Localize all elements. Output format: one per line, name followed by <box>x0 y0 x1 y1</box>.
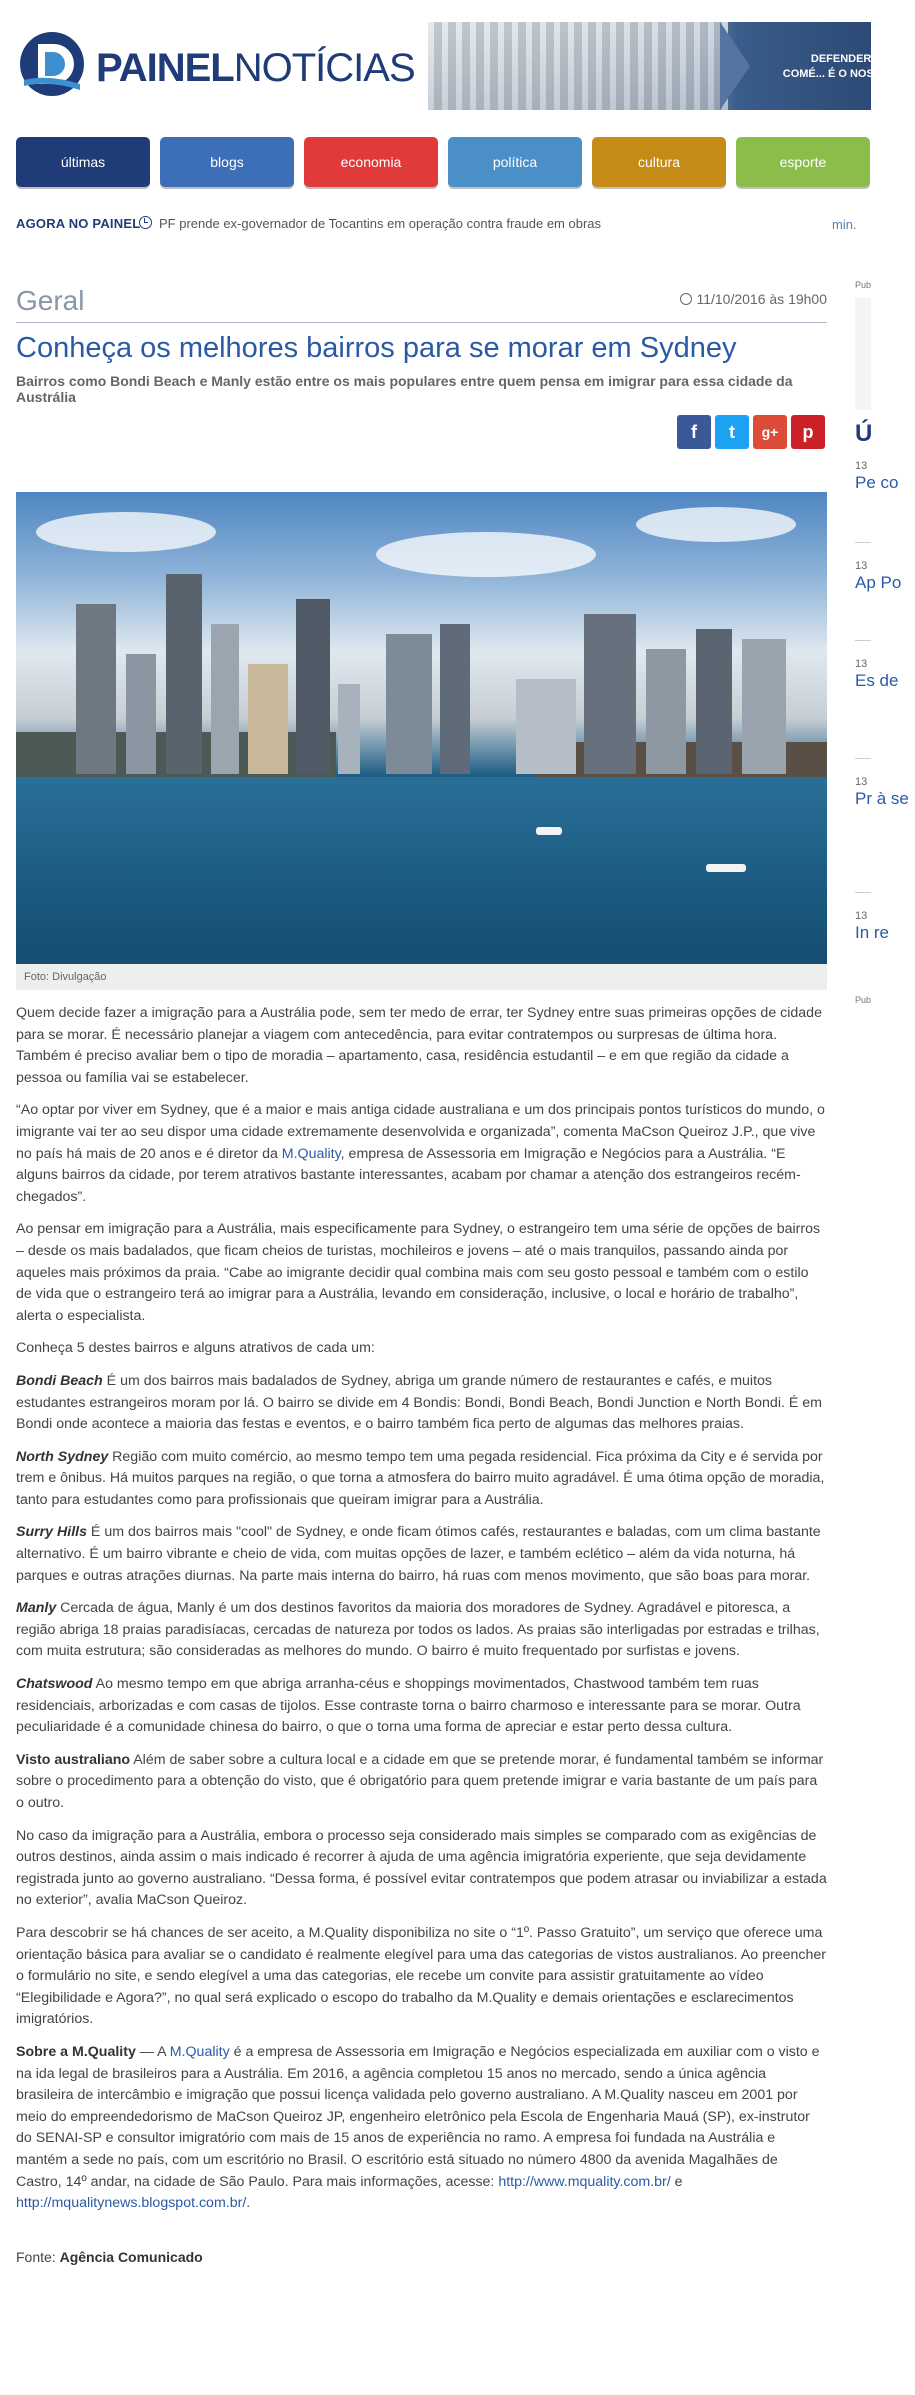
sidebar-news-item[interactable] <box>855 460 915 494</box>
right-sidebar <box>855 280 909 2020</box>
neighborhood-name: Manly <box>16 1600 57 1617</box>
ticker-time-line1: min. <box>832 217 857 232</box>
mquality-blog-link[interactable]: http://mqualitynews.blogspot.com.br/ <box>16 2195 247 2212</box>
nav-cultura[interactable]: cultura <box>592 137 726 187</box>
sidebar-news-item[interactable] <box>855 776 915 810</box>
neighborhood-name: North Sydney <box>16 1448 109 1465</box>
building <box>516 679 576 774</box>
source-label: Fonte: <box>16 2248 60 2265</box>
logo-bold: PAINEL <box>96 46 234 90</box>
neighborhood-paragraph <box>16 1447 827 1512</box>
nav-politica[interactable]: política <box>448 137 582 187</box>
article-meta-row <box>16 285 827 323</box>
sidebar-item-date: 13 <box>855 658 868 670</box>
sidebar-item-date: 13 <box>855 910 868 922</box>
building <box>742 639 786 774</box>
paragraph-text: É um dos bairros mais badalados de Sydney, abriga um grande número de restaurantes e cafés, e muitos estudantes estrangeiros moram por lá. O bairro se divide em 4 Bondis: Bondi, Bondi Beach, Bondi Junction e North Bondi. É em Bondi onde acontece a maioria das festas e eventos, e o bairro também fica perto de algumas das melhores praias. <box>16 1372 822 1433</box>
building <box>386 634 432 774</box>
section-lead: Visto australiano <box>16 1751 131 1768</box>
banner-text: DEFENDER O COMÉ... É O NOS... <box>782 53 883 80</box>
paragraph-text: Região com muito comércio, ao mesmo tempo tem uma pegada residencial. Fica próxima da City e é servida por trem e ônibus. Há muitos parques na região, o que torna a atmosfera do bairro muito agradável. É uma ótima opção de moradia, tanto para estudantes como para profissionais que queiram imigrar para a Austrália. <box>16 1448 825 1508</box>
sidebar-item-title: Pr à se <box>855 789 909 808</box>
sidebar-ad-label: Pub <box>855 280 872 290</box>
site-header <box>0 0 883 130</box>
sidebar-divider <box>855 640 871 641</box>
article-date <box>680 291 827 307</box>
twitter-icon: t <box>729 421 735 442</box>
sidebar-item-date: 13 <box>855 460 868 472</box>
article-photo <box>16 492 827 964</box>
nav-ultimas[interactable]: últimas <box>16 137 150 187</box>
article <box>16 285 827 2265</box>
header-banner-ad[interactable] <box>428 22 883 110</box>
building <box>166 574 202 774</box>
building <box>126 654 156 774</box>
neighborhood-paragraph <box>16 1371 827 1436</box>
neighborhood-paragraph <box>16 1674 827 1739</box>
section-lead: Sobre a M.Quality <box>16 2043 136 2060</box>
neighborhood-name: Surry Hills <box>16 1524 87 1541</box>
ticker-label: AGORA NO PAINEL <box>16 216 141 231</box>
building <box>696 629 732 774</box>
mquality-site-link[interactable]: http://www.mquality.com.br/ <box>498 2173 671 2190</box>
paragraph-text: Cercada de água, Manly é um dos destinos favoritos da maioria dos moradores de Sydney. Agradável e pitoresca, a região abriga 18 praias paradisíacas, cercadas de natureza por todos os lados. As praias são interligadas por estradas e trilhas, com muita estrutura; são consideradas as melhores do mundo. O bairro é muito frequentado por surfistas e jovens. <box>16 1600 820 1660</box>
banner-city-image <box>428 22 728 110</box>
building <box>248 664 288 774</box>
sidebar-news-item[interactable] <box>855 560 915 594</box>
ticker-headline[interactable]: PF prende ex-governador de Tocantins em operação contra fraude em obras <box>159 216 602 231</box>
paragraph-text: e <box>670 2173 683 2190</box>
main-nav <box>16 137 871 187</box>
sidebar-divider <box>855 758 871 759</box>
building <box>440 624 470 774</box>
paragraph <box>16 1100 827 1208</box>
paragraph-text: Além de saber sobre a cultura local e a cidade em que se pretende morar, é fundamental também se informar sobre o procedimento para a obtenção do visto, que é obrigatório para quem pretende imigrar e varia bastante de um país para o outro. <box>16 1751 824 1811</box>
building <box>646 649 686 774</box>
paragraph-text: , empresa de Assessoria em Imigração e Negócios para a Austrália. “E alguns bairros da cidade, por terem atrativos bastante interessantes, acabam por chamar a atenção dos estrangeiros recém-chegados”. <box>16 1145 801 1205</box>
sidebar-heading: Ú <box>855 420 873 447</box>
paragraph: Conheça 5 destes bairros e alguns atrativos de cada um: <box>16 1340 375 1357</box>
sidebar-item-title: Pe co <box>855 473 899 492</box>
building <box>76 604 116 774</box>
logo-wordmark <box>96 46 415 91</box>
cloud-shape <box>36 512 216 552</box>
news-ticker <box>16 214 871 234</box>
article-date-text: 11/10/2016 às 19h00 <box>696 291 827 307</box>
sidebar-news-item[interactable] <box>855 658 915 692</box>
sidebar-divider <box>855 542 871 543</box>
sidebar-divider <box>855 892 871 893</box>
mquality-link[interactable]: M.Quality <box>281 1145 341 1162</box>
clock-icon <box>139 216 152 229</box>
source-name: Agência Comunicado <box>59 2248 203 2265</box>
twitter-share-button[interactable] <box>715 415 749 449</box>
building <box>584 614 636 774</box>
neighborhood-paragraph <box>16 1598 827 1663</box>
paragraph-text: — A <box>135 2043 170 2060</box>
paragraph-text: é a empresa de Assessoria em Imigração e Negócios especializada em auxiliar com o visto e na ida legal de brasileiros para a Austrália. Em 2016, a agência completou 15 anos no mercado, sendo a única agência brasileira de intercâmbio e imigração que possui licença validada pelo governo australiano. A M.Quality nasceu em 2001 por meio do empreendedorismo de MaCson Queiroz JP, engenheiro eletrônico pela Escola de Engenharia Mauá (SP), ex-instrutor do SENAI-SP e consultor imigratório com mais de 15 anos de experiência no ramo. A empresa foi fundada na Austrália e mantém a sede no país, com um escritório no Brasil. O escritório está situado no número 4800 da avenida Magalhães de Castro, 14º andar, na cidade de São Paulo. Para mais informações, acesse: <box>16 2043 820 2190</box>
logo-light: NOTÍCIAS <box>233 46 415 90</box>
nav-esporte[interactable]: esporte <box>736 137 870 187</box>
article-source <box>16 2249 827 2265</box>
ferry-shape <box>706 864 746 872</box>
site-logo[interactable] <box>18 28 418 98</box>
sidebar-item-title: In re <box>855 923 890 942</box>
mquality-link[interactable]: M.Quality <box>169 2043 230 2060</box>
logo-mark-icon <box>18 30 86 98</box>
sidebar-item-date: 13 <box>855 776 868 788</box>
sidebar-ad-label: Pub <box>855 995 872 1005</box>
nav-economia[interactable]: economia <box>304 137 438 187</box>
building <box>338 684 360 774</box>
building <box>211 624 239 774</box>
sidebar-item-date: 13 <box>855 560 868 572</box>
paragraph: Ao pensar em imigração para a Austrália, mais especificamente para Sydney, o estrangeiro tem uma série de opções de bairros – desde os mais badalados, que ficam cheios de turistas, mochileiros e jovens – até o mais tranquilos, passando ainda por aqueles mais próximos da praia. “Cabe ao imigrante decidir qual combina mais com seu gosto pessoal e também com o estilo de vida que o estrangeiro terá ao imigrar para a Austrália, levando em consideração, inclusive, o local e horário de trabalho”, alerta o especialista. <box>16 1221 821 1324</box>
facebook-icon: f <box>691 421 697 442</box>
pinterest-icon: p <box>802 421 814 442</box>
google-plus-icon: g+ <box>761 424 779 440</box>
nav-blogs[interactable]: blogs <box>160 137 294 187</box>
photo-caption: Foto: Divulgação <box>16 964 827 990</box>
sidebar-ad-box[interactable] <box>855 298 871 410</box>
sidebar-item-title: Es de <box>855 671 899 690</box>
share-bar <box>16 415 827 449</box>
article-category[interactable]: Geral <box>16 285 85 316</box>
ferry-shape <box>536 827 562 835</box>
facebook-share-button[interactable] <box>677 415 711 449</box>
article-subtitle: Bairros como Bondi Beach e Manly estão entre os mais populares entre quem pensa em imigrar para essa cidade da Austrália <box>16 373 793 405</box>
neighborhood-name: Bondi Beach <box>16 1372 103 1389</box>
cloud-shape <box>636 507 796 542</box>
paragraph-text: É um dos bairros mais "cool" de Sydney, e onde ficam ótimos cafés, restaurantes e baladas, com um clima bastante alternativo. É um bairro vibrante e cheio de vida, com muitas opções de lazer, e também eclético – além da vida noturna, há parques e outras atrações diurnas. Na parte mais interna do bairro, há ruas com menos movimento, que são boas para morar. <box>16 1524 821 1584</box>
neighborhood-paragraph <box>16 1522 827 1587</box>
google-plus-share-button[interactable] <box>753 415 787 449</box>
paragraph-text: . <box>246 2195 251 2212</box>
sidebar-item-title: Ap Po <box>855 573 902 592</box>
ticker-time <box>832 218 857 232</box>
pinterest-share-button[interactable] <box>791 415 825 449</box>
paragraph: Quem decide fazer a imigração para a Austrália pode, sem ter medo de errar, ter Sydney entre suas primeiras opções de cidade para se morar. É necessário planejar a viagem com antecedência, para evitar contratempos ou surpresas de última hora. Também é preciso avaliar bem o tipo de moradia – apartamento, casa, residência estudantil – e em que região da cidade a pessoa ou família vai se estabelecer. <box>16 1005 822 1086</box>
harbour-water <box>16 777 827 964</box>
neighborhood-name: Chatswood <box>16 1676 93 1693</box>
article-body <box>16 1003 827 2215</box>
article-title: Conheça os melhores bairros para se morar em Sydney <box>16 332 737 364</box>
sidebar-news-item[interactable] <box>855 910 915 944</box>
paragraph: No caso da imigração para a Austrália, embora o processo seja considerado mais simples se comparado com as exigências de outros destinos, ainda assim o mais indicado é recorrer à ajuda de uma agência imigratória experiente, que seja devidamente registrada junto ao governo australiano. “Dessa forma, é possível evitar contratempos que podem atrasar ou inviabilizar a estada no exterior”, avalia MaCson Queiroz. <box>16 1827 827 1909</box>
paragraph <box>16 1750 827 1815</box>
cloud-shape <box>376 532 596 577</box>
paragraph-text: Ao mesmo tempo em que abriga arranha-céus e shoppings movimentados, Chastwood também tem ruas residenciais, arborizadas e com casas de tijolos. Esse contraste torna o bairro charmoso e interessante para se morar. Outra peculiaridade é a comunidade chinesa do bairro, o que o torna uma forma de apreciar e estar perto dessa cultura. <box>16 1676 801 1736</box>
date-clock-icon <box>680 293 692 305</box>
paragraph: Para descobrir se há chances de ser aceito, a M.Quality disponibiliza no site o “1º. Passo Gratuito”, um serviço que oferece uma orientação básica para avaliar se o candidato é realmente elegível para uma das categorias de vistos australianos. Ao preencher o formulário no site, e sendo elegível a uma das categorias, ele recebe um convite para assistir gratuitamente ao vídeo “Elegibilidade e Agora?”, no qual será explicado o escopo do trabalho da M.Quality e demais orientações e esclarecimentos imigratórios. <box>16 1924 826 2028</box>
building <box>296 599 330 774</box>
paragraph <box>16 2042 827 2215</box>
banner-arrow-shape <box>720 22 750 110</box>
paragraph-text: “Ao optar por viver em Sydney, que é a maior e mais antiga cidade australiana e um dos principais pontos turísticos do mundo, o imigrante vai ter ao seu dispor uma cidade extremamente desenvolvida e organizada”, comenta MaCson Queiroz J.P., que vive no país há mais de 20 anos e é diretor da <box>16 1102 825 1162</box>
